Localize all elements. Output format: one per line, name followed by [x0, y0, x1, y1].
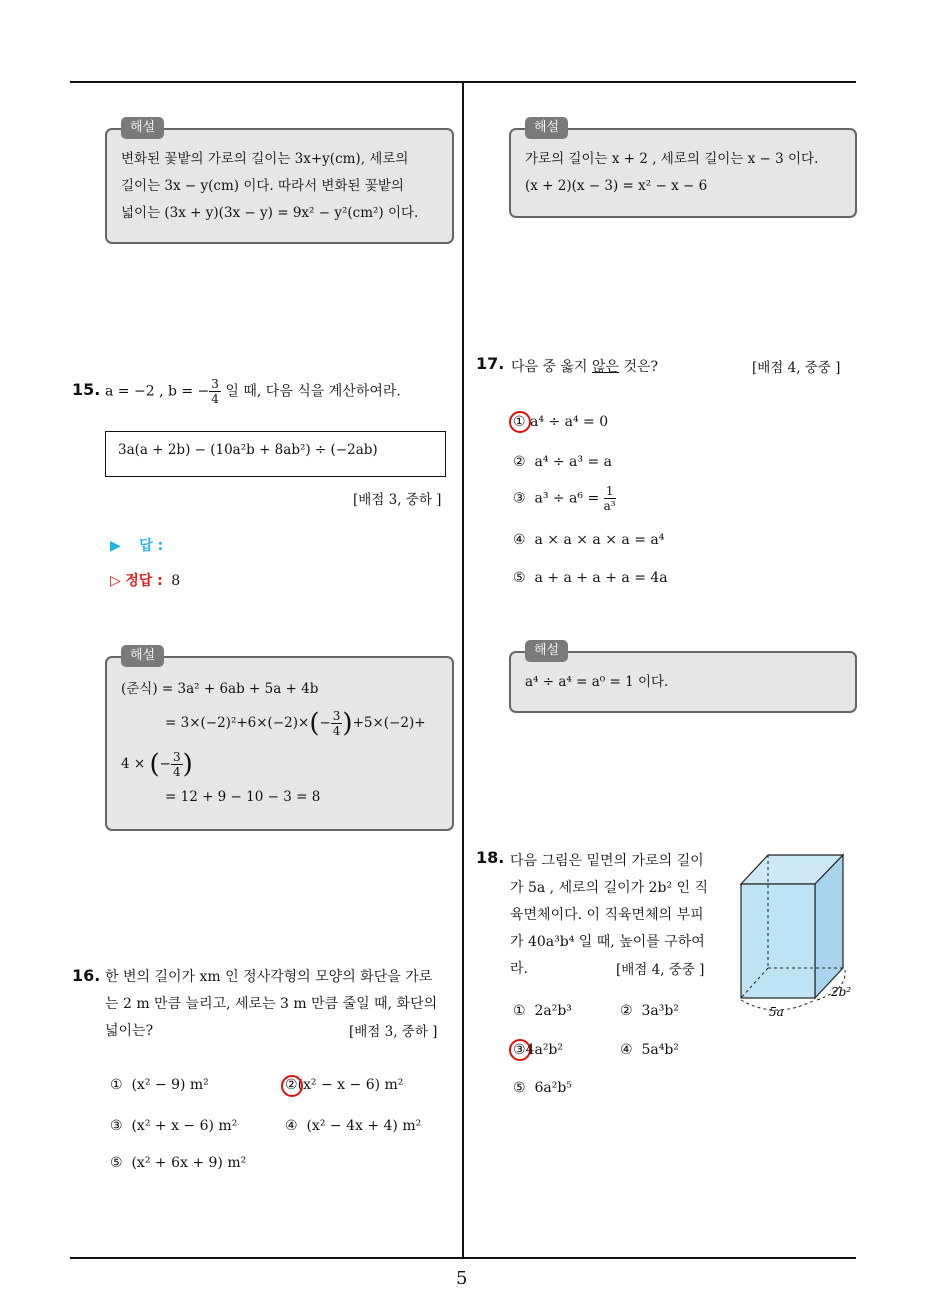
solution-tag: 해설: [525, 117, 568, 139]
question-stem: 육면체이다. 이 직육면체의 부피: [510, 907, 704, 923]
correct-answer: [110, 570, 180, 590]
question-stem: 가 5a , 세로의 길이가 2b² 인 직: [510, 880, 709, 896]
width-label: 5a: [769, 1005, 784, 1019]
solution-line: = 3×(−2)²+6×(−2)×(− $\frac{3}{4}$ )+5×(−2)+: [165, 708, 426, 739]
option-5[interactable]: ⑤ a + a + a + a = 4a: [513, 570, 668, 586]
solution-box-17: [509, 643, 857, 713]
expression-box: [105, 431, 446, 477]
score-label: [배점 4, 중중 ]: [752, 360, 841, 376]
solution-line: 넓이는 (3x + y)(3x − y) = 9x² − y²(cm²) 이다.: [121, 205, 419, 221]
stem-text: a = −2 , b = −: [105, 383, 210, 400]
solution-box-prev-left: [105, 120, 454, 244]
question-number: 16.: [72, 966, 101, 985]
solution-line: 길이는 3x − y(cm) 이다. 따라서 변화된 꽃밭의: [121, 178, 404, 194]
question-stem: 다음 중 옳지 않은 것은?: [511, 359, 659, 375]
question-stem: 는 2 m 만큼 늘리고, 세로는 3 m 만큼 줄일 때, 화단의: [105, 996, 438, 1012]
column-divider: [462, 82, 464, 1258]
option-3[interactable]: ③4a²b²: [513, 1042, 564, 1058]
option-1[interactable]: ① (x² − 9) m²: [110, 1077, 209, 1093]
solution-line: 가로의 길이는 x + 2 , 세로의 길이는 x − 3 이다.: [525, 151, 819, 167]
question-number: 17.: [476, 354, 505, 373]
option-5[interactable]: ⑤ 6a²b⁵: [513, 1080, 572, 1096]
score-label: [배점 3, 중하 ]: [349, 1024, 438, 1040]
bottom-rule: [70, 1257, 856, 1259]
answer-field[interactable]: [110, 535, 163, 555]
option-3[interactable]: ③ (x² + x − 6) m²: [110, 1118, 238, 1134]
solution-line: (준식) = 3a² + 6ab + 5a + 4b: [121, 681, 319, 697]
correct-label: 정답 :: [125, 573, 163, 589]
option-5[interactable]: ⑤ (x² + 6x + 9) m²: [110, 1155, 247, 1171]
solution-line: = 12 + 9 − 10 − 3 = 8: [165, 789, 321, 805]
solution-line: 변화된 꽃밭의 가로의 길이는 3x+y(cm), 세로의: [121, 151, 409, 167]
triangle-icon: ▷: [110, 573, 121, 589]
option-4[interactable]: ④ a × a × a × a = a⁴: [513, 532, 665, 548]
solution-line: a⁴ ÷ a⁴ = a⁰ = 1 이다.: [525, 674, 669, 690]
option-1[interactable]: ① 2a²b³: [513, 1003, 572, 1019]
option-2[interactable]: ②(x² − x − 6) m²: [285, 1077, 404, 1093]
option-4[interactable]: ④ (x² − 4x + 4) m²: [285, 1118, 422, 1134]
answer-label: 답 :: [139, 538, 164, 554]
solution-box-15: [105, 648, 454, 831]
solution-tag: 해설: [121, 117, 164, 139]
score-label: [배점 3, 중하 ]: [353, 492, 442, 508]
play-icon: ▶: [110, 538, 121, 554]
option-2[interactable]: ② 3a³b²: [620, 1003, 679, 1019]
solution-line: 4 × (− $\frac{3}{4}$ ): [121, 749, 193, 779]
question-stem: [105, 377, 401, 406]
score-label: [배점 4, 중중 ]: [616, 962, 705, 978]
selected-mark-icon: [281, 1075, 303, 1097]
solution-box-prev-right: [509, 120, 857, 218]
question-stem: 라.: [510, 961, 528, 977]
fraction: $\frac{3}{4}$: [211, 377, 219, 406]
question-stem: 다음 그림은 밑면의 가로의 길이: [510, 853, 704, 869]
question-stem: 넓이는?: [105, 1023, 154, 1039]
question-stem: 한 변의 길이가 xm 인 정사각형의 모양의 화단을 가로: [105, 969, 433, 985]
solution-line: (x + 2)(x − 3) = x² − x − 6: [525, 178, 708, 194]
option-4[interactable]: ④ 5a⁴b²: [620, 1042, 679, 1058]
expression: 3a(a + 2b) − (10a²b + 8ab²) ÷ (−2ab): [118, 442, 378, 458]
option-1[interactable]: ① a⁴ ÷ a⁴ = 0: [513, 414, 609, 430]
stem-text: 일 때, 다음 식을 계산하여라.: [225, 383, 401, 400]
solution-tag: 해설: [121, 645, 164, 667]
cuboid-figure: [735, 850, 855, 1022]
question-number: 18.: [476, 848, 505, 867]
correct-value: 8: [171, 573, 181, 589]
depth-label: 2b²: [831, 985, 852, 999]
question-stem: 가 40a³b⁴ 일 때, 높이를 구하여: [510, 934, 705, 950]
option-2[interactable]: ② a⁴ ÷ a³ = a: [513, 454, 612, 470]
solution-tag: 해설: [525, 640, 568, 662]
option-3[interactable]: ③ a³ ÷ a⁶ = $\frac{1}{\text{a³}}$: [513, 484, 616, 513]
question-number: 15.: [72, 380, 101, 399]
page-number: 5: [456, 1268, 468, 1289]
